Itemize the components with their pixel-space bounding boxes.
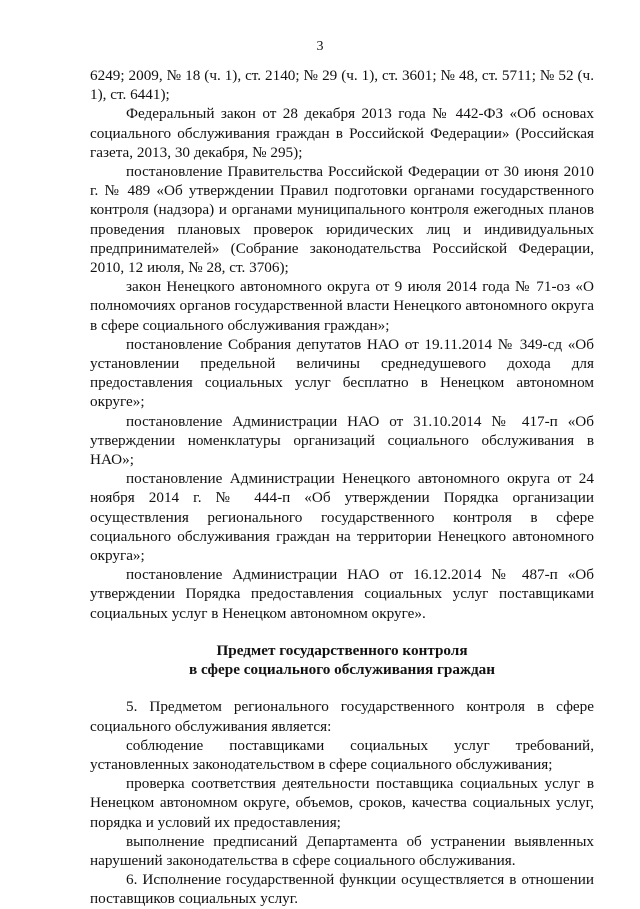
paragraph-legal-reference: Федеральный закон от 28 декабря 2013 года № 442-ФЗ «Об основах социального обслуживания граждан в Российской Федерации» (Российская газета, 2013, 30 декабря, № 295); <box>90 105 594 161</box>
paragraph-legal-reference: постановление Администрации НАО от 31.10.2014 № 417-п «Об утверждении номенклатуры организаций социального обслуживания в НАО»; <box>90 412 594 469</box>
paragraph-legal-reference: закон Ненецкого автономного округа от 9 июля 2014 года № 71-оз «О полномочиях органов государственной власти Ненецкого автономного округа в сфере социального обслуживания граждан»; <box>90 278 594 334</box>
section-heading-line: Предмет государственного контроля <box>216 641 468 659</box>
paragraph-legal-reference: постановление Правительства Российской Федерации от 30 июня 2010 г. № 489 «Об утверждении Правил подготовки органами государственного контроля (надзора) и органами муниципального контроля ежегодных планов проведения плановых проверок юридических лиц и индивидуальных предпринимателей» (Собрание законодательства Российской Федерации, 2010, 12 июля, № 28, ст. 3706); <box>90 163 594 277</box>
paragraph-clause: выполнение предписаний Департамента об устранении выявленных нарушений законодательства в сфере социального обслуживания. <box>90 832 594 869</box>
paragraph-legal-reference: постановление Администрации НАО от 16.12.2014 № 487-п «Об утверждении Порядка предоставления социальных услуг поставщиками социальных услуг в Ненецком автономном округе». <box>90 566 594 622</box>
paragraph-legal-reference: 6249; 2009, № 18 (ч. 1), ст. 2140; № 29 (ч. 1), ст. 3601; № 48, ст. 5711; № 52 (ч. 1), ст. 6441); <box>90 67 594 104</box>
paragraph-clause: проверка соответствия деятельности поставщика социальных услуг в Ненецком автономном округе, объемов, сроков, качества социальных услуг, порядка и условий их предоставления; <box>90 775 594 831</box>
paragraph-legal-reference: постановление Администрации Ненецкого автономного округа от 24 ноября 2014 г. № 444-п «Об утверждении Порядка организации осуществления регионального государственного контроля в сфере социального обслуживания граждан на территории Ненецкого автономного округа»; <box>90 470 594 565</box>
document-body <box>90 66 594 909</box>
section-heading-line: в сфере социального обслуживания граждан <box>188 661 496 679</box>
paragraph-clause: 5. Предметом регионального государственного контроля в сфере социального обслуживания является: <box>90 698 594 735</box>
page-number: 3 <box>316 39 324 54</box>
paragraph-legal-reference: постановление Собрания депутатов НАО от 19.11.2014 № 349-сд «Об установлении предельной величины среднедушевого дохода для предоставления социальных услуг бесплатно в Ненецком автономном округе»; <box>90 335 594 411</box>
paragraph-clause: 6. Исполнение государственной функции осуществляется в отношении поставщиков социальных услуг. <box>90 871 594 908</box>
paragraph-clause: соблюдение поставщиками социальных услуг требований, установленных законодательством в сфере социального обслуживания; <box>90 736 594 773</box>
section-heading <box>90 641 594 679</box>
